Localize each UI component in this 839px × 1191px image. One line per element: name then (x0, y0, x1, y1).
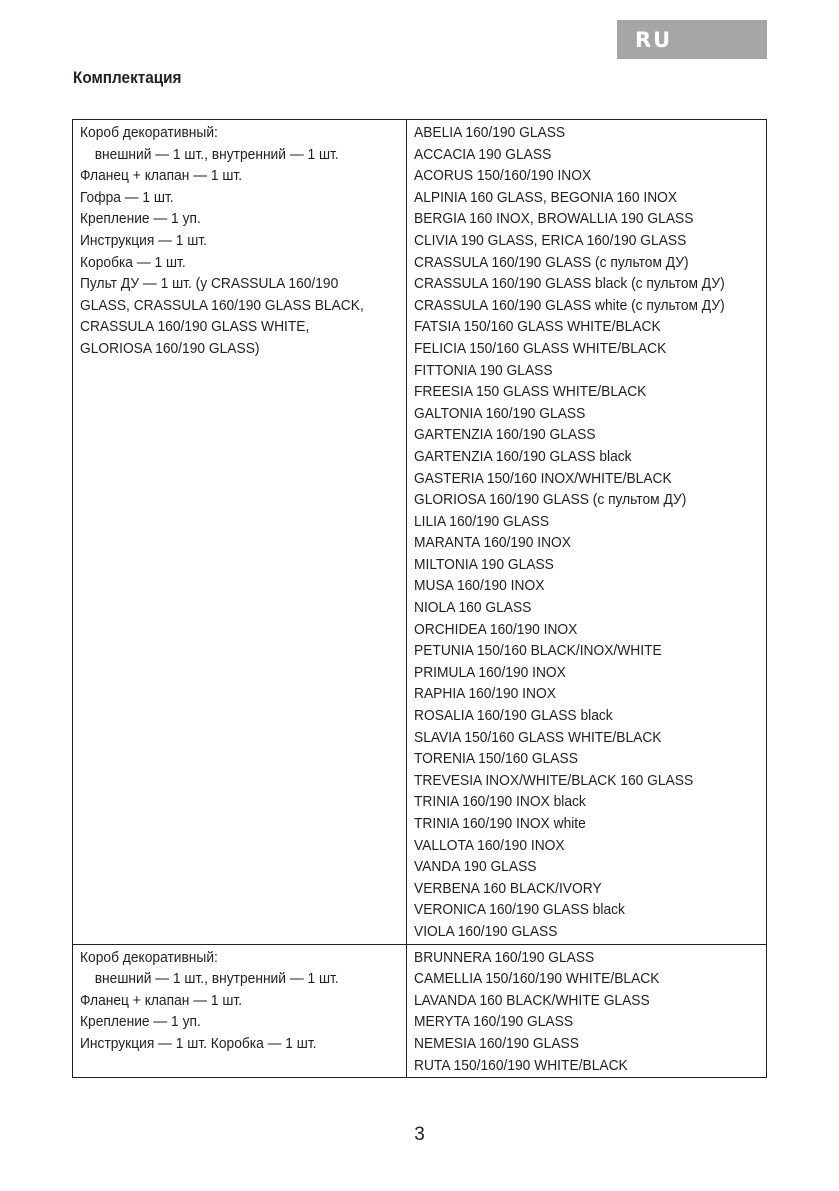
model-line: LILIA 160/190 GLASS (414, 512, 550, 530)
model-line: MARANTA 160/190 INOX (414, 534, 572, 552)
model-line: FATSIA 150/160 GLASS WHITE/BLACK (414, 318, 662, 336)
model-line: NIOLA 160 GLASS (414, 599, 532, 617)
model-line: FELICIA 150/160 GLASS WHITE/BLACK (414, 339, 667, 357)
model-line: MERYTA 160/190 GLASS (414, 1013, 574, 1031)
contents-line: GLORIOSA 160/190 GLASS) (80, 339, 260, 357)
contents-cell (73, 120, 407, 945)
model-line: GLORIOSA 160/190 GLASS (с пультом ДУ) (414, 491, 687, 509)
models-cell (407, 944, 767, 1078)
model-line: ROSALIA 160/190 GLASS black (414, 707, 614, 725)
contents-line: Фланец + клапан — 1 шт. (80, 167, 243, 185)
model-line: VERBENA 160 BLACK/IVORY (414, 879, 603, 897)
package-contents-table (72, 119, 767, 1078)
contents-line: Гофра — 1 шт. (80, 188, 174, 206)
contents-line: GLASS, CRASSULA 160/190 GLASS BLACK, (80, 296, 364, 314)
contents-line: Фланец + клапан — 1 шт. (80, 991, 243, 1009)
contents-line: Инструкция — 1 шт. Коробка — 1 шт. (80, 1034, 317, 1052)
table-row (73, 120, 767, 945)
model-line: FITTONIA 190 GLASS (414, 361, 553, 379)
page-heading: Комплектация (73, 68, 182, 87)
model-line: GARTENZIA 160/190 GLASS black (414, 447, 632, 465)
model-line: LAVANDA 160 BLACK/WHITE GLASS (414, 991, 651, 1009)
model-line: TRINIA 160/190 INOX white (414, 815, 587, 832)
model-line: CRASSULA 160/190 GLASS white (с пультом ДУ) (414, 296, 726, 314)
contents-line: Крепление — 1 уп. (80, 1013, 201, 1031)
language-label: RU (635, 27, 673, 52)
table-row (73, 944, 767, 1078)
model-line: TORENIA 150/160 GLASS (414, 750, 579, 768)
contents-line: CRASSULA 160/190 GLASS WHITE, (80, 318, 310, 336)
contents-cell (73, 944, 407, 1078)
contents-line: внешний — 1 шт., внутренний — 1 шт. (94, 970, 339, 988)
model-line: TRINIA 160/190 INOX black (414, 793, 587, 811)
model-line: ACORUS 150/160/190 INOX (414, 167, 592, 185)
model-line: VALLOTA 160/190 INOX (414, 836, 566, 854)
model-line: ORCHIDEA 160/190 INOX (414, 620, 578, 638)
model-line: RUTA 150/160/190 WHITE/BLACK (414, 1056, 629, 1074)
model-line: CLIVIA 190 GLASS, ERICA 160/190 GLASS (414, 231, 687, 249)
model-line: BRUNNERA 160/190 GLASS (414, 948, 595, 966)
contents-line: Крепление — 1 уп. (80, 210, 201, 228)
model-line: VANDA 190 GLASS (414, 858, 537, 876)
model-line: MILTONIA 190 GLASS (414, 555, 555, 573)
model-line: VIOLA 160/190 GLASS (414, 922, 558, 940)
contents-line: Короб декоративный: (80, 948, 218, 966)
model-line: ALPINIA 160 GLASS, BEGONIA 160 INOX (414, 188, 678, 206)
model-line: GALTONIA 160/190 GLASS (414, 404, 586, 422)
model-line: RAPHIA 160/190 INOX (414, 685, 557, 703)
model-line: NEMESIA 160/190 GLASS (414, 1034, 580, 1052)
contents-line: внешний — 1 шт., внутренний — 1 шт. (94, 145, 339, 163)
model-line: MUSA 160/190 INOX (414, 577, 545, 595)
page-number: 3 (414, 1124, 425, 1145)
model-line: TREVESIA INOX/WHITE/BLACK 160 GLASS (414, 771, 694, 789)
model-line: CAMELLIA 150/160/190 WHITE/BLACK (414, 970, 660, 988)
contents-line: Инструкция — 1 шт. (80, 231, 207, 249)
model-line: GASTERIA 150/160 INOX/WHITE/BLACK (414, 469, 673, 487)
model-line: GARTENZIA 160/190 GLASS (414, 426, 596, 444)
model-line: FREESIA 150 GLASS WHITE/BLACK (414, 383, 647, 401)
model-line: CRASSULA 160/190 GLASS (с пультом ДУ) (414, 253, 690, 271)
contents-line: Короб декоративный: (80, 124, 218, 141)
model-line: ABELIA 160/190 GLASS (414, 124, 566, 141)
language-badge (617, 20, 767, 59)
model-line: SLAVIA 150/160 GLASS WHITE/BLACK (414, 728, 662, 746)
model-line: VERONICA 160/190 GLASS black (414, 901, 626, 919)
model-line: CRASSULA 160/190 GLASS black (с пультом ДУ) (414, 275, 726, 293)
contents-line: Пульт ДУ — 1 шт. (у CRASSULA 160/190 (80, 275, 339, 293)
contents-line: Коробка — 1 шт. (80, 253, 186, 271)
model-line: BERGIA 160 INOX, BROWALLIA 190 GLASS (414, 210, 694, 228)
model-line: ACCACIA 190 GLASS (414, 145, 552, 163)
models-cell (407, 120, 767, 945)
model-line: PRIMULA 160/190 INOX (414, 663, 567, 681)
model-line: PETUNIA 150/160 BLACK/INOX/WHITE (414, 642, 663, 660)
